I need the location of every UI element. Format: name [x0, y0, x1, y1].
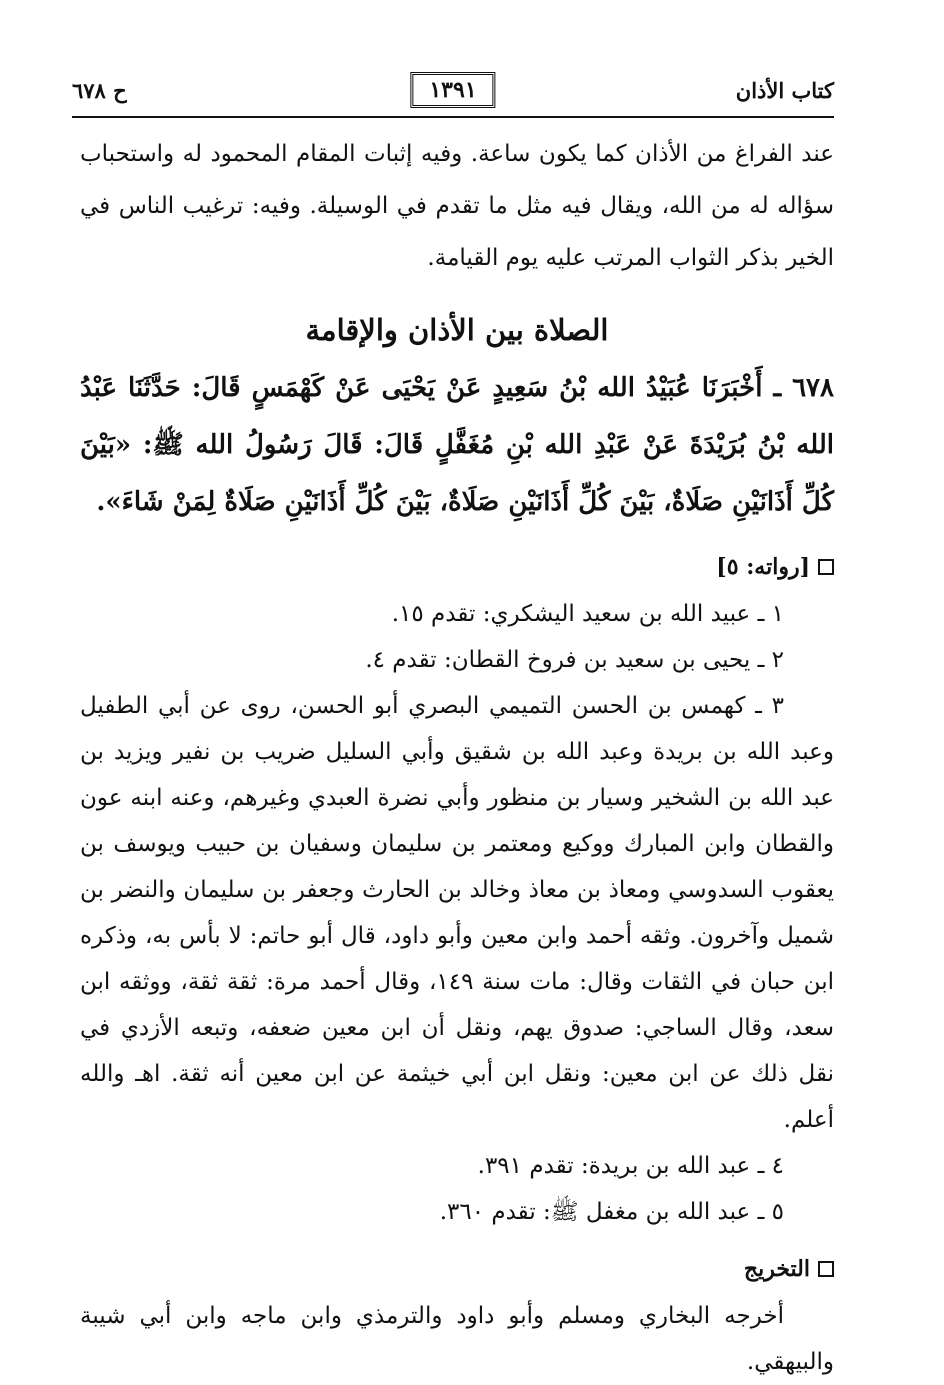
narrator-item: ٢ ـ يحيى بن سعيد بن فروخ القطان: تقدم ٤. — [365, 647, 784, 673]
intro-paragraph: عند الفراغ من الأذان كما يكون ساعة. وفيه إثبات المقام المحمود له واستحباب سؤاله له من الله، ويقال فيه مثل ما تقدم في الوسيلة. وفيه: ترغيب الناس في الخير بذكر الثواب المرتب عليه يوم القيامة. — [80, 141, 834, 271]
checkbox-square-icon — [818, 559, 834, 575]
page-body — [80, 128, 834, 1385]
narrators-heading-label: [رواته: ٥] — [716, 554, 810, 580]
checkbox-square-icon — [818, 1261, 834, 1277]
takhrij-text: أخرجه البخاري ومسلم وأبو داود والترمذي وابن ماجه وابن أبي شيبة والبيهقي. — [80, 1303, 834, 1375]
narrator-item: ٥ ـ عبد الله بن مغفل ﷺ: تقدم ٣٦٠. — [439, 1199, 784, 1225]
page-number: ١٣٩١ — [410, 72, 495, 108]
narrator-item: ١ ـ عبيد الله بن سعيد اليشكري: تقدم ١٥. — [391, 601, 784, 627]
book-title: كتاب الأذان — [735, 78, 834, 103]
narrator-item: ٣ ـ كهمس بن الحسن التميمي البصري أبو الحسن، روى عن أبي الطفيل وعبد الله بن بريدة وعبد الله بن شقيق وأبي السليل ضريب بن نفير ويزيد بن عبد الله بن الشخير وسيار بن منظور وأبي نضرة العبدي وغيرهم، وعنه ابنه عون والقطان وابن المبارك ووكيع ومعتمر بن سليمان وسفيان بن حبيب ويوسف بن يعقوب السدوسي ومعاذ بن معاذ وخالد بن الحارث وجعفر بن سليمان والنضر بن شميل وآخرون. وثقه أحمد وابن معين وأبو داود، قال أبو حاتم: لا بأس به، وذكره ابن حبان في الثقات وقال: مات سنة ١٤٩، وقال أحمد مرة: ثقة ثقة، ووثقه ابن سعد، وقال الساجي: صدوق يهم، ونقل أن ابن معين ضعفه، وتبعه الأزدي في نقل ذلك عن ابن معين: ونقل ابن أبي خيثمة عن ابن معين أنه ثقة. اهـ والله أعلم. — [80, 693, 834, 1133]
takhrij-heading — [80, 1249, 834, 1289]
header-rule — [72, 116, 834, 118]
narrator-item: ٤ ـ عبد الله بن بريدة: تقدم ٣٩١. — [477, 1153, 784, 1179]
hadith-reference: ح ٦٧٨ — [72, 78, 127, 103]
page-header — [72, 72, 834, 112]
takhrij-heading-label: التخريج — [743, 1256, 810, 1282]
section-title: الصلاة بين الأذان والإقامة — [305, 313, 609, 347]
hadith-text: ٦٧٨ ـ أَخْبَرَنَا عُبَيْدُ الله بْنُ سَعِيدٍ عَنْ يَحْيَى عَنْ كَهْمَسٍ قَالَ: حَدَّثَنَا عَبْدُ الله بْنُ بُرَيْدَةَ عَنْ عَبْدِ الله بْنِ مُغَفَّلٍ قَالَ: قَالَ رَسُولُ الله ﷺ: «بَيْنَ كُلِّ أَذَانَيْنِ صَلَاةٌ، بَيْنَ كُلِّ أَذَانَيْنِ صَلَاةٌ، بَيْنَ كُلِّ أَذَانَيْنِ صَلَاةٌ لِمَنْ شَاءَ». — [80, 373, 834, 517]
narrators-heading — [80, 547, 834, 587]
